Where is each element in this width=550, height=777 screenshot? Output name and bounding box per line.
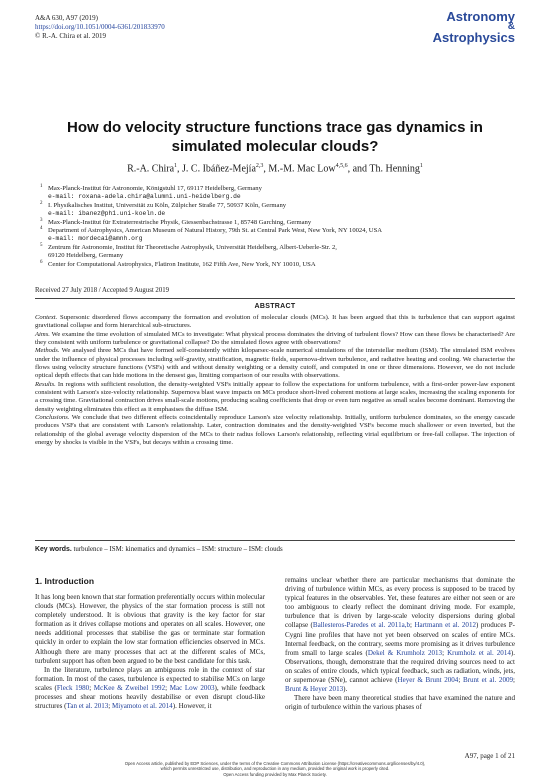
affiliation-email[interactable]: e-mail: ibanez@ph1.uni-koeln.de: [48, 210, 166, 218]
citation-link[interactable]: Tan et al. 2013: [66, 702, 109, 711]
affiliation-text: Max-Planck-Institut für Extraterrestrische Physik, Giessenbachstrasse 1, 85748 Garching, Germany: [48, 218, 312, 226]
citation-link[interactable]: Mac Low 2003: [169, 683, 215, 692]
text: ;: [513, 676, 515, 685]
text: ).: [343, 685, 348, 694]
keywords-label: Key words.: [35, 546, 72, 553]
affiliation-4: [40, 227, 520, 244]
affiliations: [40, 185, 520, 269]
affiliation-1: [40, 185, 520, 202]
author-affiliation-mark: 2,3: [255, 163, 264, 169]
page-number: A97, page 1 of 21: [464, 752, 515, 760]
abstract-text: We analysed three MCs that have formed self-consistently within kiloparsec-scale numerical simulations of the interstellar medium (ISM). The simulated ISM evolves under the influence of physical processes including self-gravity, stratification, magnetic fields, supernova-driven turbulence, and radiative heating and cooling. We characterise the flows using velocity structure functions (VSFs) with and without density weighting or a density cutoff, and computed in one or three dimensions. However, we do not include optical depth effects that can hide motions in the densest gas, limiting comparison of our results with observations.: [35, 347, 515, 380]
journal-logo-ampersand: &: [507, 21, 515, 32]
text: ;: [410, 621, 415, 630]
abstract-text: Supersonic disordered flows accompany the formation and evolution of molecular clouds (MCs). It has been argued that this is turbulence that can support against gravitational collapse and form hierarchical sub-structures.: [35, 314, 515, 330]
citation-link[interactable]: Krumholz et al. 2014: [447, 648, 511, 657]
abstract-label: Conclusions.: [35, 414, 70, 422]
affiliation-6: [40, 261, 520, 269]
affiliation-text: I. Physikalisches Institut, Universität zu Köln, Zülpicher Straße 77, 50937 Köln, Germany: [48, 201, 287, 209]
affiliation-text: 69120 Heidelberg, Germany: [48, 252, 124, 260]
abstract-aims: [35, 331, 515, 348]
journal-logo: [433, 10, 515, 44]
abstract-label: Aims.: [35, 330, 50, 338]
affiliation-text: Zentrum für Astronomie, Institut für Theoretische Astrophysik, Universität Heidelberg, Albert-Ueberle-Str. 2,: [48, 243, 337, 251]
body-column-right: [285, 576, 515, 712]
affiliation-text: Center for Computational Astrophysics, Flatiron Institute, 162 Fifth Ave, New York, NY 10010, USA: [48, 260, 316, 268]
keywords-text: turbulence – ISM: kinematics and dynamics – ISM: structure – ISM: clouds: [71, 546, 283, 553]
paper-title-line2: simulated molecular clouds?: [171, 138, 379, 155]
affiliation-number: 3: [40, 217, 43, 223]
citation-link[interactable]: Dekel & Krumholz 2013: [367, 648, 443, 657]
doi-link[interactable]: https://doi.org/10.1051/0004-6361/201833970: [35, 23, 165, 31]
abstract-label: Methods.: [35, 347, 60, 355]
citation-link[interactable]: Heyer & Brunt 2004: [397, 676, 459, 685]
author-name: R.-A. Chira: [127, 163, 175, 175]
affiliation-number: 5: [40, 242, 43, 248]
citation-link[interactable]: Fleck 1980: [56, 683, 90, 692]
author-list: [0, 163, 550, 174]
affiliation-number: 2: [40, 200, 43, 206]
text: ;: [108, 702, 113, 711]
affiliation-text: Max-Planck-Institut für Astronomie, Königstuhl 17, 69117 Heidelberg, Germany: [48, 185, 262, 192]
affiliation-2: [40, 202, 520, 219]
affiliation-email[interactable]: e-mail: mordecai@amnh.org: [48, 235, 143, 243]
abstract-heading: ABSTRACT: [254, 303, 296, 310]
abstract-text: We examine the time evolution of simulated MCs to investigate: What physical process dominates the driving of turbulent flows? How can these flows be characterised? Are they consistent with uniform turbulence or gravitational collapse? Do the simulated flows agree with observations?: [35, 330, 515, 347]
received-dates: Received 27 July 2018 / Accepted 9 August 2019: [35, 287, 170, 294]
abstract-label: Context.: [35, 314, 58, 321]
text: In the literature, turbulence plays an ambiguous role in the context of star formation. In most of the cases, turbulence is expected to stabilise MCs on large scales (: [35, 665, 265, 692]
abstract-body: [35, 314, 515, 448]
license-line: Open Access article, published by EDP Sciences, under the terms of the Creative Commons Attribution License (https://creativecommons.org/licenses/by/4.0),: [124, 761, 426, 766]
abstract-text: We conclude that two different effects coincidentally reproduce Larson's size velocity relationship. Initially, uniform turbulence dominates, so the energy cascade produces VSFs that are consistent with Larson's relationship. Later, contraction dominates and the density-weighted VSFs become much shallower or even inverted, but the relationship of the global average velocity dispersion of the MCs to their radius follows Larson's relationship, reflecting virial equilibrium or free-fall collapse. The injection of energy by shocks is visible in the VSFs, but decays within a crossing time.: [35, 414, 515, 447]
section-heading: 1. Introduction: [35, 576, 95, 586]
text: remains unclear whether there are particular mechanisms that dominate the driving of turbulence within MCs, as every process is supposed to be traced by typical features in the observables. Yet, these features are either not seen or are too ambiguous to clearly reflect the dominant driving mode. For example, turbulence that is driven by large-scale velocity dispersions during global collapse (: [285, 576, 515, 630]
affiliation-number: 4: [40, 226, 43, 232]
author-affiliation-mark: 1: [174, 163, 178, 169]
paper-title: [0, 118, 550, 156]
abstract-results: [35, 381, 515, 414]
affiliation-number: 1: [40, 184, 43, 189]
abstract-text: In regions with sufficient resolution, the density-weighted VSFs initially appear to follow the expectations for uniform turbulence, with a first-order power-law exponent consistent with Larson's size-velocity relationship. Supernova blast wave impacts on MCs produce short-lived coherent motions at large scales, increasing the scaling exponents for a crossing time. Gravitational contraction drives small-scale motions, producing scaling coefficients that drop or even turn negative as small scales become dominant. Removing the density weighting eliminates this effect as it emphasises the diffuse ISM.: [35, 380, 515, 413]
text: ). Observations, though, demonstrate that the required driving sources need to act on scales of entire clouds, which typical feedback, such as radiation, winds, jets, or supernovae (SNe), cannot achieve (: [285, 648, 515, 685]
abstract-bottom-rule: [35, 540, 515, 541]
author-affiliation-mark: 4,5,6: [335, 163, 348, 169]
text: ;: [165, 683, 170, 692]
affiliation-text: Department of Astrophysics, American Museum of Natural History, 79th St. at Central Park West, New York, NY 10024, USA: [48, 227, 382, 235]
author-name: , J. C. Ibáñez-Mejía: [177, 163, 256, 175]
text: ;: [442, 648, 448, 657]
author-name: , and Th. Henning: [347, 163, 420, 175]
author-name: , M.-M. Mac Low: [263, 163, 336, 175]
license-footer: [0, 761, 550, 777]
paragraph: It has long been known that star formation preferentially occurs within molecular clouds (MCs). However, the physics of the star formation process is still not completely understood. It is obvious that gravity is the key factor for star formation as it drives collapse motions and operates on all scales. However, one needs additional processes that stabilise the gas or terminate star formation quickly in order to explain the low star formation efficiencies observed in MCs. Although there are many processes that act at the different scales of MCs, turbulent support has often been argued to be the best candidate for this task.: [35, 593, 265, 665]
license-line: Open Access funding provided by Max Planck Society.: [223, 771, 327, 777]
journal-logo-astrophysics: Astrophysics: [432, 30, 515, 45]
paper-title-line1: How do velocity structure functions trace gas dynamics in: [67, 119, 483, 136]
author-affiliation-mark: 1: [419, 163, 423, 169]
abstract-label: Results.: [35, 380, 56, 388]
paragraph: [285, 576, 515, 694]
text: ). However, it: [172, 702, 212, 711]
abstract-conclusions: [35, 414, 515, 447]
citation-link[interactable]: Brunt & Heyer 2013: [285, 685, 344, 694]
copyright-line: © R.-A. Chira et al. 2019: [35, 32, 107, 40]
citation-line: A&A 630, A97 (2019): [35, 14, 98, 22]
license-line: which permits unrestricted use, distribution, and reproduction in any medium, provided the original work is properly cited.: [160, 766, 390, 772]
abstract-top-rule: [35, 298, 515, 299]
text: ) produces P-Cygni line profiles that have not yet been observed on scales of entire MCs. Internal feedback, on the contrary, seems more promising as it drives turbulence from small to large scales (: [285, 621, 515, 657]
affiliation-3: [40, 219, 520, 227]
abstract-context: [35, 314, 515, 331]
affiliation-5: [40, 244, 520, 261]
citation-link[interactable]: Ballesteros-Paredes et al. 2011a,b: [312, 621, 411, 630]
abstract-methods: [35, 347, 515, 380]
keywords: [35, 546, 515, 553]
text: ), while feedback processes and shear motions heavily destabilise or even disrupt cloud-like structures (: [35, 683, 265, 711]
text: ;: [89, 683, 94, 692]
text: ;: [458, 676, 463, 685]
citation-link[interactable]: Miyamoto et al. 2014: [112, 702, 173, 711]
citation-link[interactable]: Hartmann et al. 2012: [414, 621, 477, 630]
journal-logo-astronomy: Astronomy: [446, 9, 515, 24]
affiliation-number: 6: [40, 259, 43, 265]
affiliation-email[interactable]: e-mail: roxana-adela.chira@alumni.uni-heidelberg.de: [48, 193, 241, 201]
paragraph: [35, 666, 265, 711]
body-column-left: [35, 593, 265, 711]
citation-link[interactable]: McKee & Zweibel 1992: [93, 683, 166, 692]
paragraph: There have been many theoretical studies that have examined the nature and origin of turbulence within the various phases of: [285, 694, 515, 712]
citation-link[interactable]: Brunt et al. 2009: [462, 676, 514, 685]
